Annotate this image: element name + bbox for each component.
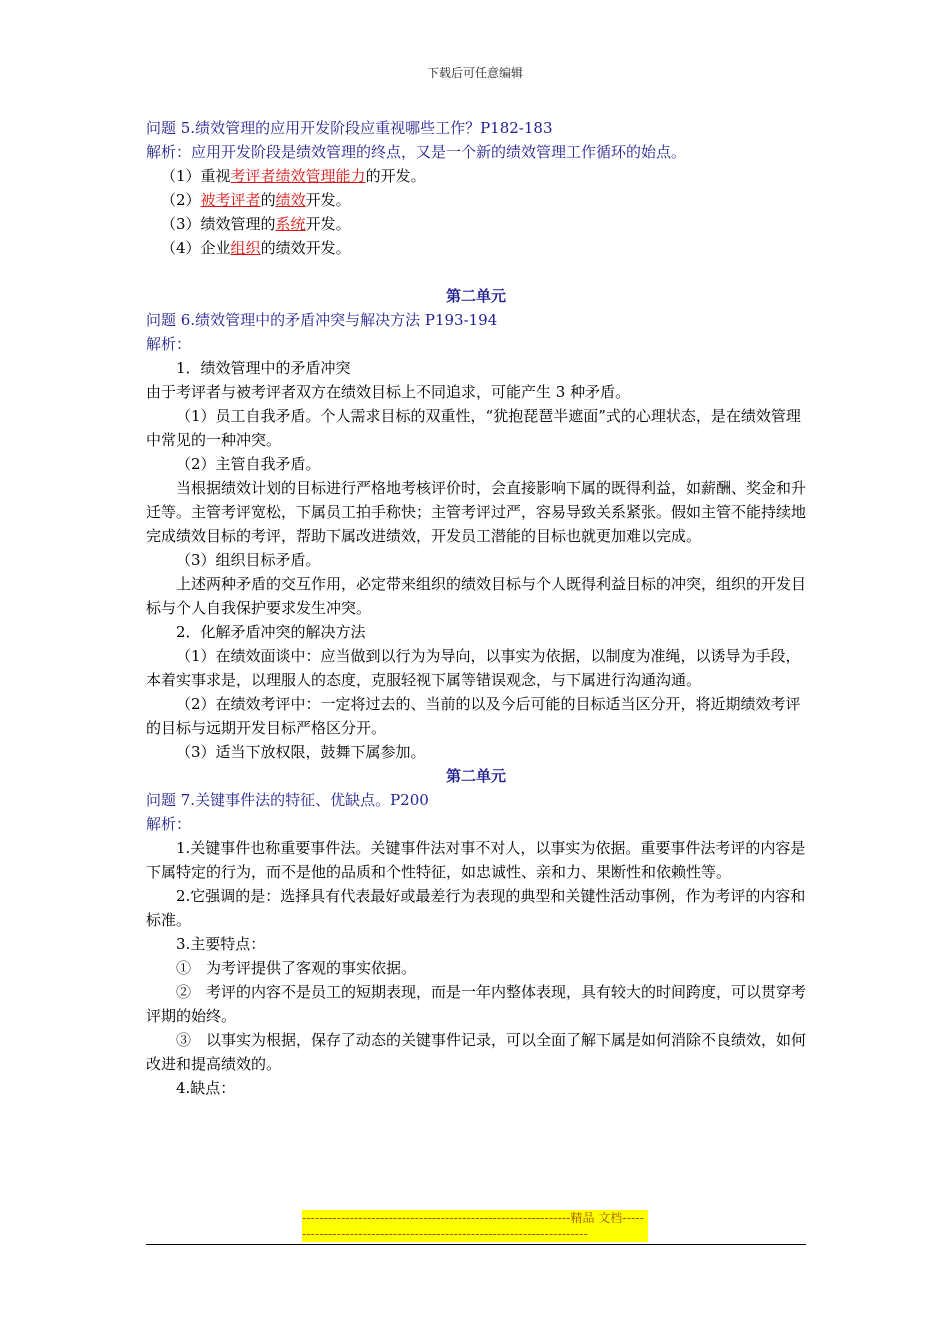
- q7-title: 问题 7.关键事件法的特征、优缺点。P200: [146, 791, 429, 809]
- q7-paragraph: ③ 以事实为根据，保存了动态的关键事件记录，可以全面了解下属是如何消除不良绩效，如何改进和提高绩效的。: [146, 1031, 807, 1073]
- q7-paragraph: 1.关键事件也称重要事件法。关键事件法对事不对人，以事实为依据。重要事件法考评的内容是下属特定的行为，而不是他的品质和个性特征，如忠诚性、亲和力、果断性和依赖性等。: [146, 839, 806, 881]
- footer-banner: --------------------------------------------------------------精品 文档-----------------------------------------------------------------------: [302, 1210, 648, 1242]
- q6-paragraph: （1）员工自我矛盾。个人需求目标的双重性，“犹抱琵琶半遮面”式的心理状态，是在绩效管理中常见的一种冲突。: [146, 407, 801, 449]
- q5-item-4: （4）企业组织的绩效开发。: [161, 239, 351, 257]
- q7-analysis: 解析：: [146, 815, 192, 833]
- q6-paragraph: （3）适当下放权限，鼓舞下属参加。: [176, 743, 426, 761]
- q7-paragraph: 3.主要特点：: [176, 935, 266, 953]
- q5-title: 问题 5.绩效管理的应用开发阶段应重视哪些工作？P182-183: [146, 119, 553, 137]
- q5-item-3: （3）绩效管理的系统开发。: [161, 215, 351, 233]
- q7-paragraph: 2.它强调的是：选择具有代表最好或最差行为表现的典型和关键性活动事例，作为考评的内容和标准。: [146, 887, 806, 929]
- document-body: [146, 116, 806, 1100]
- q6-title: 问题 6.绩效管理中的矛盾冲突与解决方法 P193-194: [146, 311, 498, 329]
- unit-heading-1: 第二单元: [445, 287, 506, 305]
- q6-paragraph: 1．绩效管理中的矛盾冲突: [176, 359, 351, 377]
- q5-analysis: 解析：应用开发阶段是绩效管理的终点，又是一个新的绩效管理工作循环的始点。: [146, 143, 687, 161]
- q5-item-2: （2）被考评者的绩效开发。: [161, 191, 351, 209]
- q6-paragraph: 由于考评者与被考评者双方在绩效目标上不同追求，可能产生 3 种矛盾。: [146, 383, 631, 401]
- unit-heading-2: 第二单元: [445, 767, 506, 785]
- q7-paragraph: ② 考评的内容不是员工的短期表现，而是一年内整体表现，具有较大的时间跨度，可以贯穿考评期的始终。: [146, 983, 807, 1025]
- q6-paragraph: 当根据绩效计划的目标进行严格地考核评价时，会直接影响下属的既得利益，如薪酬、奖金和升迁等。主管考评宽松，下属员工拍手称快；主管考评过严，容易导致关系紧张。假如主管不能持续地完成绩效目标的考评，帮助下属改进绩效，开发员工潜能的目标也就更加难以完成。: [146, 479, 807, 545]
- q6-paragraph: 2．化解矛盾冲突的解决方法: [176, 623, 366, 641]
- q6-paragraph: 上述两种矛盾的交互作用，必定带来组织的绩效目标与个人既得利益目标的冲突，组织的开发目标与个人自我保护要求发生冲突。: [146, 575, 807, 617]
- q5-item-1: （1）重视考评者绩效管理能力的开发。: [161, 167, 426, 185]
- page-header: 下载后可任意编辑: [426, 66, 523, 80]
- q6-paragraph: （1）在绩效面谈中：应当做到以行为为导向，以事实为依据，以制度为准绳，以诱导为手段，本着实事求是，以理服人的态度，克服轻视下属等错误观念，与下属进行沟通沟通。: [146, 647, 801, 689]
- q6-paragraph: （2）在绩效考评中：一定将过去的、当前的以及今后可能的目标适当区分开，将近期绩效考评的目标与远期开发目标严格区分开。: [146, 695, 801, 737]
- q7-paragraph: ① 为考评提供了客观的事实依据。: [176, 959, 417, 977]
- q6-paragraph: （3）组织目标矛盾。: [176, 551, 321, 569]
- q6-paragraph: （2）主管自我矛盾。: [176, 455, 321, 473]
- q7-paragraph: 4.缺点：: [176, 1079, 236, 1097]
- footer-divider: [146, 1244, 806, 1245]
- q6-analysis: 解析：: [146, 335, 192, 353]
